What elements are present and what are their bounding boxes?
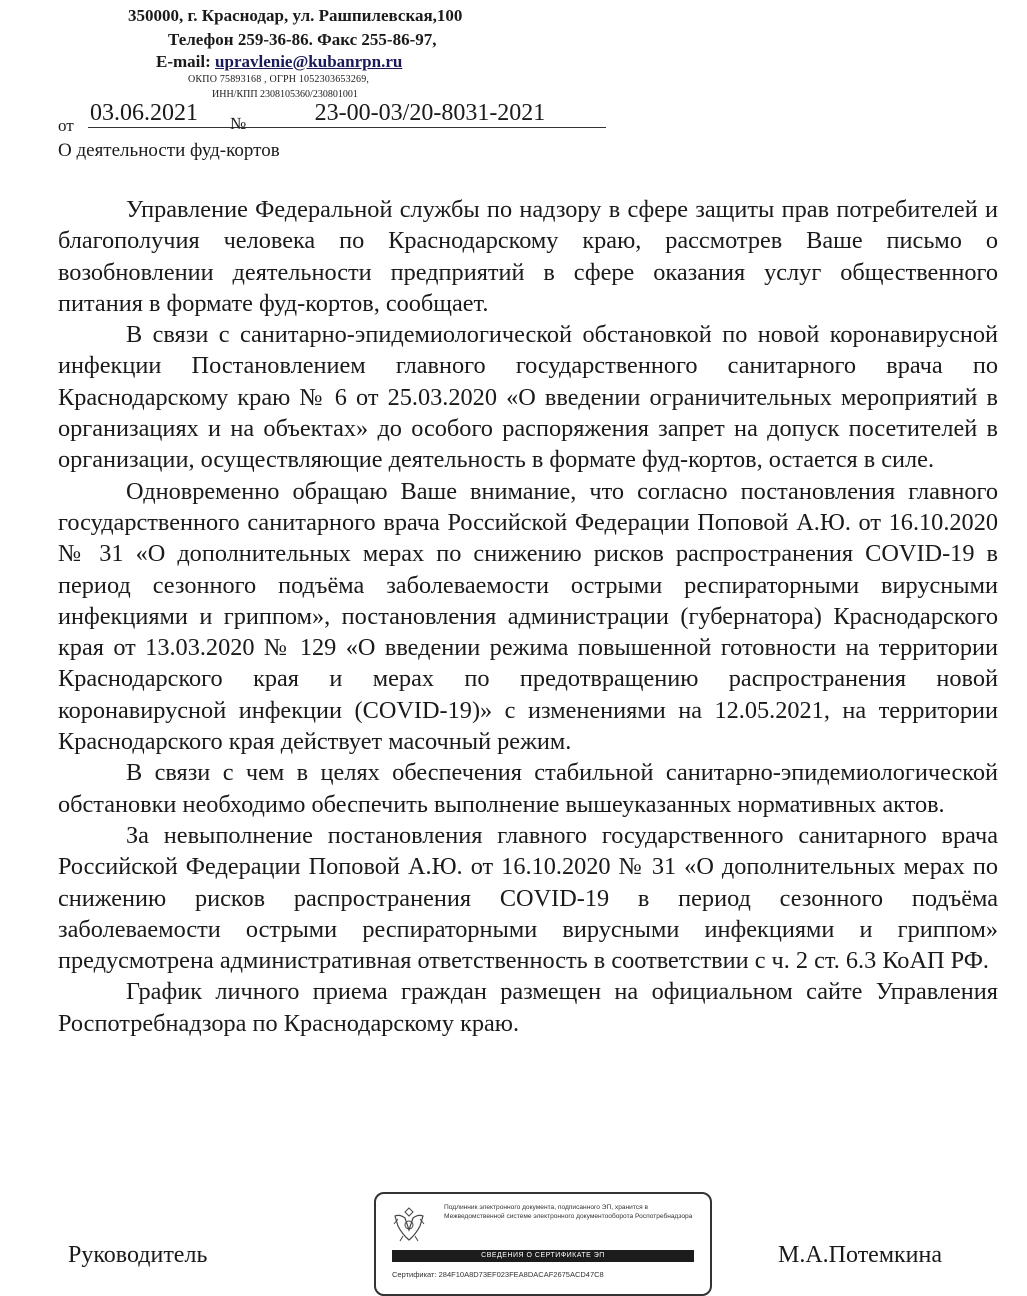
phone-fax: Телефон 259-36-86. Факс 255-86-97, bbox=[168, 30, 437, 49]
okpo-ogrn: ОКПО 75893168 , ОГРН 1052303653269, bbox=[188, 74, 370, 85]
stamp-notice: Подлинник электронного документа, подписанного ЭП, хранится в Межведомственной системе электронного документооборота Роспотребнадзора bbox=[444, 1204, 693, 1220]
document-number: 23-00-03/20-8031-2021 bbox=[254, 100, 606, 128]
paragraph: График личного приема граждан размещен на официальном сайте Управления Роспотребнадзора по Краснодарскому краю. bbox=[58, 978, 998, 1037]
paragraph: В связи с санитарно-эпидемиологической обстановкой по новой коронавирусной инфекции Постановлением главного государственного санитарного врача по Краснодарскому краю № 6 от 25.03.2020 «О введении ограничительных мероприятий в организациях и на объектах» до особого распоряжения запрет на допуск посетителей в организации, осуществляющие деятельность в формате фуд-кортов, остается в силе. bbox=[58, 321, 998, 474]
email-line bbox=[156, 52, 402, 72]
date-prefix: от bbox=[58, 116, 74, 135]
e-signature-stamp bbox=[374, 1192, 712, 1296]
certificate-title: СВЕДЕНИЯ О СЕРТИФИКАТЕ ЭП bbox=[392, 1250, 694, 1262]
document-subject: О деятельности фуд-кортов bbox=[58, 140, 280, 161]
registration-line bbox=[58, 100, 618, 134]
number-sign: № bbox=[230, 114, 247, 133]
email-label: E-mail: bbox=[156, 52, 216, 71]
document-date: 03.06.2021 bbox=[88, 100, 280, 128]
signer-name: М.А.Потемкина bbox=[778, 1242, 943, 1268]
signer-position: Руководитель bbox=[68, 1242, 208, 1268]
paragraph: Одновременно обращаю Ваше внимание, что согласно постановления главного государственного санитарного врача Российской Федерации Поповой А.Ю. от 16.10.2020 № 31 «О дополнительных мерах по снижению рисков распространения COVID-19 в период сезонного подъёма заболеваемости острыми респираторными вирусными инфекциями и гриппом», постановления администрации (губернатора) Краснодарского края от 13.03.2020 № 129 «О введении режима повышенной готовности на территории Краснодарского края и мерах по предотвращению распространения новой коронавирусной инфекции (COVID-19)» с изменениями на 12.05.2021, на территории Краснодарского края действует масочный режим. bbox=[58, 477, 998, 756]
inn-kpp: ИНН/КПП 2308105360/230801001 bbox=[212, 89, 358, 100]
paragraph: За невыполнение постановления главного государственного санитарного врача Российской Федерации Поповой А.Ю. от 16.10.2020 № 31 «О дополнительных мерах по снижению рисков распространения COVID-19 в период сезонного подъёма заболеваемости острыми респираторными вирусными инфекциями и гриппом» предусмотрена административная ответственность в соответствии с ч. 2 ст. 6.3 КоАП РФ. bbox=[58, 821, 998, 975]
certificate-number: Сертификат: 284F10A8D73EF023FEA8DACAF2675ACD47C8 bbox=[392, 1270, 604, 1279]
paragraph: В связи с чем в целях обеспечения стабильной санитарно-эпидемиологической обстановки необходимо обеспечить выполнение вышеуказанных нормативных актов. bbox=[58, 759, 998, 818]
letter-body bbox=[58, 194, 998, 1039]
email-link[interactable]: upravlenie@kubanrpn.ru bbox=[215, 52, 403, 71]
coat-of-arms-icon bbox=[390, 1204, 428, 1244]
address: 350000, г. Краснодар, ул. Рашпилевская,100 bbox=[128, 6, 463, 25]
paragraph: Управление Федеральной службы по надзору в сфере защиты прав потребителей и благополучия человека по Краснодарскому краю, рассмотрев Ваше письмо о возобновлении деятельности предприятий в сфере оказания услуг общественного питания в формате фуд-кортов, сообщает. bbox=[58, 196, 998, 317]
signature-block bbox=[0, 1180, 1027, 1280]
